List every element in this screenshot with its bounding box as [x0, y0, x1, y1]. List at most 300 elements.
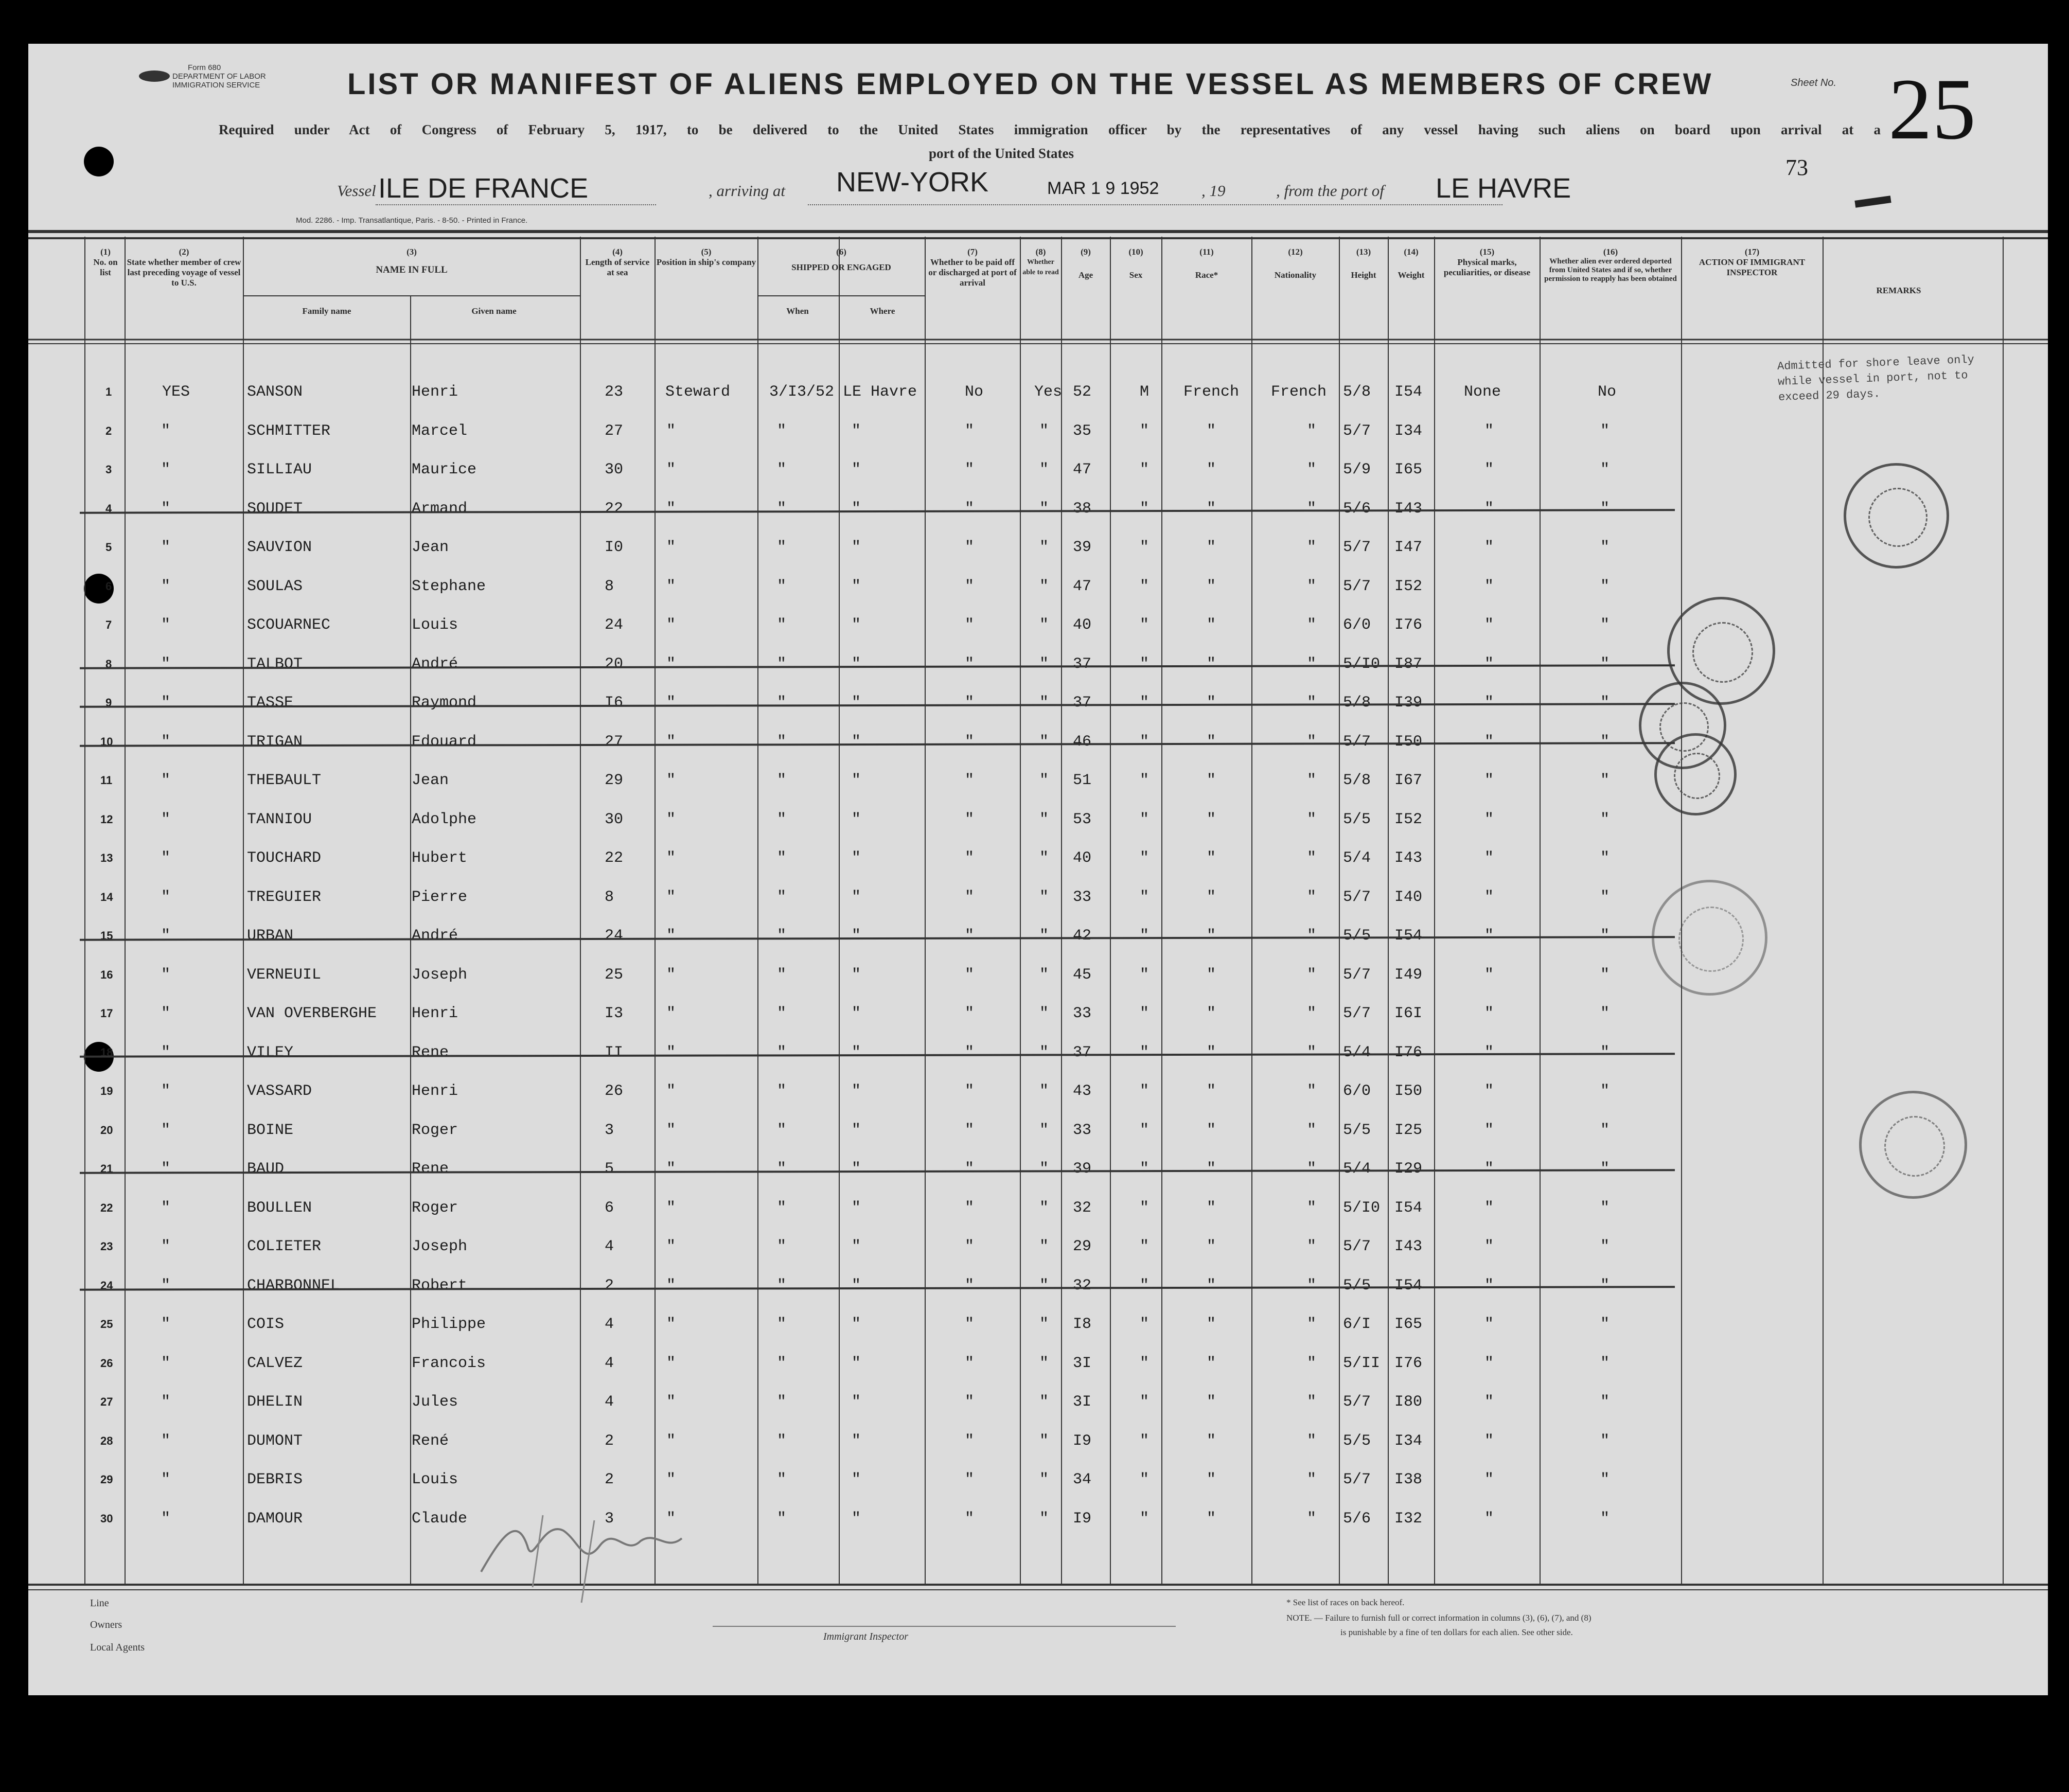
sex-cell: " [1140, 694, 1150, 712]
marks-cell: " [1484, 1432, 1494, 1450]
given-name-cell: André [412, 655, 458, 673]
footer-inspector-label: Immigrant Inspector [823, 1631, 908, 1642]
shipped-when-cell: 3/I3/52 [769, 383, 835, 401]
shipped-where-cell: " [852, 500, 861, 518]
marks-cell: " [1484, 1510, 1494, 1528]
race-cell: " [1207, 733, 1216, 751]
able-to-read-cell: " [1039, 1238, 1049, 1255]
shipped-when-cell: " [777, 1471, 787, 1488]
position-cell: " [666, 772, 676, 789]
service-cell: 30 [605, 810, 624, 828]
weight-cell: I43 [1394, 500, 1423, 518]
prev-voyage-cell: " [161, 694, 171, 712]
position-cell: " [666, 733, 676, 751]
position-cell: " [666, 966, 676, 984]
row-number: 5 [105, 541, 112, 554]
able-to-read-cell: " [1039, 1199, 1049, 1217]
from-port: LE HAVRE [1436, 173, 1571, 204]
paid-off-cell: " [965, 1199, 975, 1217]
family-name-cell: DAMOUR [247, 1510, 303, 1528]
sex-cell: " [1140, 888, 1150, 906]
row-number: 24 [100, 1279, 113, 1292]
age-cell: 3I [1073, 1393, 1092, 1411]
service-cell: 22 [605, 500, 624, 518]
height-cell: 5/7 [1343, 733, 1371, 751]
deported-cell: " [1600, 1471, 1610, 1488]
paid-off-cell: " [965, 1432, 975, 1450]
footer-line-label: Line [90, 1598, 109, 1609]
shipped-where-cell: " [852, 1432, 861, 1450]
race-cell: " [1207, 1276, 1216, 1294]
row-number: 11 [100, 774, 113, 787]
row-number: 29 [100, 1473, 113, 1486]
age-cell: 51 [1073, 772, 1092, 789]
nationality-cell: " [1307, 1238, 1317, 1255]
row-number: 9 [105, 696, 112, 709]
sex-cell: " [1140, 461, 1150, 478]
weight-cell: I29 [1394, 1160, 1423, 1178]
col-weight-header: (14) Weight [1398, 247, 1425, 280]
shipped-where-cell: " [852, 694, 861, 712]
nationality-cell: " [1307, 1393, 1317, 1411]
able-to-read-cell: " [1039, 1316, 1049, 1333]
position-cell: " [666, 1316, 676, 1333]
weight-cell: I80 [1394, 1393, 1423, 1411]
sex-cell: " [1140, 539, 1150, 556]
position-cell: " [666, 1510, 676, 1528]
row-number: 16 [100, 968, 113, 981]
height-cell: 5/7 [1343, 1393, 1371, 1411]
position-cell: " [666, 1276, 676, 1294]
age-cell: I9 [1073, 1510, 1092, 1528]
col-family-header: Family name [302, 306, 351, 316]
nationality-cell: " [1307, 1432, 1317, 1450]
sex-cell: " [1140, 1043, 1150, 1061]
given-name-cell: Rene [412, 1043, 449, 1061]
shipped-when-cell: " [777, 1393, 787, 1411]
shipped-where-cell: " [852, 927, 861, 945]
footer-note-2: is punishable by a fine of ten dollars for each alien. See other side. [1340, 1627, 1573, 1637]
race-cell: " [1207, 888, 1216, 906]
footer-agents-label: Local Agents [90, 1642, 145, 1653]
service-cell: 4 [605, 1238, 614, 1255]
able-to-read-cell: " [1039, 733, 1049, 751]
paid-off-cell: " [965, 733, 975, 751]
nationality-cell: " [1307, 539, 1317, 556]
race-cell: " [1207, 1354, 1216, 1372]
able-to-read-cell: " [1039, 1160, 1049, 1178]
paid-off-cell: " [965, 694, 975, 712]
row-number: 18 [100, 1045, 113, 1059]
service-cell: 20 [605, 655, 624, 673]
age-cell: I9 [1073, 1432, 1092, 1450]
shipped-when-cell: " [777, 422, 787, 440]
service-cell: 23 [605, 383, 624, 401]
weight-cell: I52 [1394, 577, 1423, 595]
height-cell: 6/0 [1343, 1083, 1371, 1100]
height-cell: 6/I [1343, 1316, 1371, 1333]
shipped-where-cell: " [852, 1471, 861, 1488]
race-cell: " [1207, 1005, 1216, 1022]
family-name-cell: CHARBONNEL [247, 1276, 340, 1294]
sheet-number: 25 [1888, 61, 1976, 157]
height-cell: 5/6 [1343, 500, 1371, 518]
paid-off-cell: " [965, 888, 975, 906]
paid-off-cell: " [965, 1393, 975, 1411]
prev-voyage-cell: " [161, 500, 171, 518]
weight-cell: I54 [1394, 383, 1423, 401]
able-to-read-cell: " [1039, 849, 1049, 867]
row-number: 27 [100, 1395, 113, 1408]
race-cell: " [1207, 966, 1216, 984]
manifest-sheet [28, 44, 2048, 1695]
position-cell: " [666, 655, 676, 673]
shipped-where-cell: " [852, 1005, 861, 1022]
sex-cell: " [1140, 1393, 1150, 1411]
position-cell: " [666, 1471, 676, 1488]
footer-owners-label: Owners [90, 1619, 122, 1630]
col-when-header: When [786, 306, 809, 316]
shipped-where-cell: " [852, 1160, 861, 1178]
weight-cell: I50 [1394, 733, 1423, 751]
shipped-where-cell: " [852, 1316, 861, 1333]
shipped-where-cell: " [852, 1393, 861, 1411]
sex-cell: " [1140, 500, 1150, 518]
race-cell: " [1207, 1121, 1216, 1139]
shipped-when-cell: " [777, 1199, 787, 1217]
sex-cell: " [1140, 810, 1150, 828]
height-cell: 5/7 [1343, 1005, 1371, 1022]
consulate-seal [1652, 880, 1767, 996]
nationality-cell: " [1307, 733, 1317, 751]
prev-voyage-cell: " [161, 422, 171, 440]
prev-voyage-cell: " [161, 1393, 171, 1411]
nationality-cell: " [1307, 1005, 1317, 1022]
footer-note: NOTE. — Failure to furnish full or correct information in columns (3), (6), (7), and (8) [1286, 1613, 1591, 1623]
col-name-header: (3) NAME IN FULL [376, 247, 448, 275]
col-prev-voyage-header: (2) State whether member of crew last preceding voyage of vessel to U.S. [127, 247, 241, 288]
deported-cell: " [1600, 1354, 1610, 1372]
arriving-label: , arriving at [709, 182, 785, 200]
age-cell: 29 [1073, 1238, 1092, 1255]
height-cell: 5/4 [1343, 1160, 1371, 1178]
col-height-header: (13) Height [1351, 247, 1376, 280]
weight-cell: I76 [1394, 1043, 1423, 1061]
nationality-cell: " [1307, 966, 1317, 984]
col-remarks-header: REMARKS [1876, 286, 1921, 295]
marks-cell: " [1484, 616, 1494, 634]
row-number: 10 [100, 735, 113, 748]
family-name-cell: TASSE [247, 694, 294, 712]
given-name-cell: André [412, 927, 458, 945]
prev-voyage-cell: " [161, 1354, 171, 1372]
row-number: 28 [100, 1434, 113, 1447]
shipped-when-cell: " [777, 500, 787, 518]
age-cell: 35 [1073, 422, 1092, 440]
marks-cell: " [1484, 539, 1494, 556]
able-to-read-cell: " [1039, 461, 1049, 478]
given-name-cell: Armand [412, 500, 468, 518]
weight-cell: I49 [1394, 966, 1423, 984]
prev-voyage-cell: " [161, 1510, 171, 1528]
paid-off-cell: " [965, 810, 975, 828]
service-cell: 2 [605, 1471, 614, 1488]
shipped-when-cell: " [777, 1160, 787, 1178]
marks-cell: " [1484, 772, 1494, 789]
table-grid [28, 44, 2048, 1695]
prev-voyage-cell: " [161, 1432, 171, 1450]
service-cell: 8 [605, 888, 614, 906]
given-name-cell: Hubert [412, 849, 468, 867]
given-name-cell: Jean [412, 772, 449, 789]
sex-cell: " [1140, 1005, 1150, 1022]
position-cell: " [666, 1043, 676, 1061]
row-number: 2 [105, 424, 112, 437]
consulate-seal [1859, 1091, 1967, 1199]
prev-voyage-cell: " [161, 1199, 171, 1217]
height-cell: 5/7 [1343, 539, 1371, 556]
weight-cell: I76 [1394, 616, 1423, 634]
able-to-read-cell: " [1039, 1432, 1049, 1450]
nationality-cell: " [1307, 616, 1317, 634]
age-cell: 47 [1073, 577, 1092, 595]
deported-cell: " [1600, 1510, 1610, 1528]
given-name-cell: René [412, 1432, 449, 1450]
paid-off-cell: " [965, 1316, 975, 1333]
nationality-cell: " [1307, 849, 1317, 867]
date-stamp: MAR 1 9 1952 [1047, 179, 1159, 198]
position-cell: " [666, 500, 676, 518]
weight-cell: I76 [1394, 1354, 1423, 1372]
prev-voyage-cell: " [161, 810, 171, 828]
nationality-cell: " [1307, 1316, 1317, 1333]
side-number: 73 [1785, 155, 1808, 180]
position-cell: " [666, 694, 676, 712]
weight-cell: I6I [1394, 1005, 1423, 1022]
row-number: 17 [100, 1007, 113, 1020]
marks-cell: " [1484, 500, 1494, 518]
given-name-cell: Henri [412, 383, 458, 401]
service-cell: I0 [605, 539, 624, 556]
paid-off-cell: " [965, 1471, 975, 1488]
race-cell: " [1207, 655, 1216, 673]
shipped-where-cell: " [852, 733, 861, 751]
given-name-cell: Jean [412, 539, 449, 556]
nationality-cell: " [1307, 422, 1317, 440]
able-to-read-cell: " [1039, 1005, 1049, 1022]
given-name-cell: Edouard [412, 733, 477, 751]
shipped-where-cell: " [852, 1276, 861, 1294]
race-cell: " [1207, 772, 1216, 789]
given-name-cell: Joseph [412, 966, 468, 984]
nationality-cell: " [1307, 461, 1317, 478]
deported-cell: " [1600, 461, 1610, 478]
weight-cell: I38 [1394, 1471, 1423, 1488]
paid-off-cell: " [965, 1160, 975, 1178]
sex-cell: " [1140, 849, 1150, 867]
family-name-cell: THEBAULT [247, 772, 322, 789]
deported-cell: " [1600, 1316, 1610, 1333]
year-label: , 19 [1201, 182, 1226, 200]
age-cell: 42 [1073, 927, 1092, 945]
sex-cell: " [1140, 1199, 1150, 1217]
shipped-where-cell: " [852, 616, 861, 634]
family-name-cell: SCOUARNEC [247, 616, 331, 634]
sex-cell: " [1140, 616, 1150, 634]
height-cell: 5/5 [1343, 1432, 1371, 1450]
paid-off-cell: " [965, 1005, 975, 1022]
deported-cell: " [1600, 1083, 1610, 1100]
position-cell: " [666, 849, 676, 867]
required-line-2: port of the United States [929, 146, 1074, 161]
prev-voyage-cell: " [161, 1316, 171, 1333]
nationality-cell: " [1307, 810, 1317, 828]
weight-cell: I40 [1394, 888, 1423, 906]
service-cell: 24 [605, 616, 624, 634]
position-cell: " [666, 1432, 676, 1450]
col-where-header: Where [870, 306, 895, 316]
col-race-header: (11) Race* [1195, 247, 1218, 280]
service-cell: 5 [605, 1160, 614, 1178]
race-cell: " [1207, 1043, 1216, 1061]
col-service-header: (4) Length of service at sea [585, 247, 650, 277]
family-name-cell: VILEY [247, 1043, 294, 1061]
footer-races-note: * See list of races on back hereof. [1286, 1598, 1405, 1607]
nationality-cell: " [1307, 1199, 1317, 1217]
service-cell: 24 [605, 927, 624, 945]
deported-cell: " [1600, 1393, 1610, 1411]
shipped-when-cell: " [777, 461, 787, 478]
race-cell: " [1207, 616, 1216, 634]
shipped-when-cell: " [777, 733, 787, 751]
family-name-cell: DUMONT [247, 1432, 303, 1450]
service-cell: 27 [605, 733, 624, 751]
shipped-where-cell: " [852, 422, 861, 440]
nationality-cell: " [1307, 577, 1317, 595]
col-paid-off-header: (7) Whether to be paid off or discharged at port of arrival [928, 247, 1017, 288]
given-name-cell: Claude [412, 1510, 468, 1528]
prev-voyage-cell: " [161, 1043, 171, 1061]
able-to-read-cell: " [1039, 500, 1049, 518]
shipped-where-cell: " [852, 1121, 861, 1139]
age-cell: 45 [1073, 966, 1092, 984]
family-name-cell: SAUVION [247, 539, 312, 556]
race-cell: " [1207, 539, 1216, 556]
deported-cell: " [1600, 616, 1610, 634]
deported-cell: " [1600, 810, 1610, 828]
prev-voyage-cell: " [161, 461, 171, 478]
weight-cell: I34 [1394, 422, 1423, 440]
paid-off-cell: " [965, 966, 975, 984]
marks-cell: " [1484, 927, 1494, 945]
height-cell: 5/7 [1343, 422, 1371, 440]
able-to-read-cell: " [1039, 810, 1049, 828]
able-to-read-cell: " [1039, 1393, 1049, 1411]
inspector-signature [471, 1484, 708, 1608]
family-name-cell: VASSARD [247, 1083, 312, 1100]
sex-cell: " [1140, 655, 1150, 673]
shipped-where-cell: " [852, 772, 861, 789]
row-number: 3 [105, 463, 112, 476]
nationality-cell: " [1307, 1276, 1317, 1294]
shipped-where-cell: " [852, 577, 861, 595]
family-name-cell: CALVEZ [247, 1354, 303, 1372]
sex-cell: " [1140, 927, 1150, 945]
paid-off-cell: " [965, 1238, 975, 1255]
age-cell: 33 [1073, 888, 1092, 906]
height-cell: 5/4 [1343, 1043, 1371, 1061]
marks-cell: " [1484, 694, 1494, 712]
position-cell: " [666, 422, 676, 440]
shipped-when-cell: " [777, 849, 787, 867]
deported-cell: " [1600, 1276, 1610, 1294]
nationality-cell: " [1307, 1083, 1317, 1100]
age-cell: 32 [1073, 1199, 1092, 1217]
height-cell: 5/8 [1343, 694, 1371, 712]
paid-off-cell: " [965, 500, 975, 518]
height-cell: 5/I0 [1343, 655, 1381, 673]
marks-cell: " [1484, 1471, 1494, 1488]
sheet-label: Sheet No. [1791, 77, 1836, 88]
shipped-when-cell: " [777, 966, 787, 984]
position-cell: " [666, 1005, 676, 1022]
family-name-cell: TANNIOU [247, 810, 312, 828]
row-number: 26 [100, 1356, 113, 1370]
paid-off-cell: No [965, 383, 984, 401]
height-cell: 5/6 [1343, 1510, 1371, 1528]
nationality-cell: " [1307, 1510, 1317, 1528]
race-cell: " [1207, 1471, 1216, 1488]
height-cell: 5/7 [1343, 888, 1371, 906]
family-name-cell: SCHMITTER [247, 422, 331, 440]
service-cell: I6 [605, 694, 624, 712]
shipped-when-cell: " [777, 1238, 787, 1255]
nationality-cell: " [1307, 694, 1317, 712]
nationality-cell: French [1271, 383, 1327, 401]
paid-off-cell: " [965, 1121, 975, 1139]
given-name-cell: Adolphe [412, 810, 477, 828]
shipped-when-cell: " [777, 694, 787, 712]
deported-cell: " [1600, 1160, 1610, 1178]
family-name-cell: COIS [247, 1316, 285, 1333]
nationality-cell: " [1307, 1354, 1317, 1372]
age-cell: 38 [1073, 500, 1092, 518]
race-cell: " [1207, 810, 1216, 828]
shipped-when-cell: " [777, 1354, 787, 1372]
sex-cell: " [1140, 733, 1150, 751]
sex-cell: " [1140, 1276, 1150, 1294]
prev-voyage-cell: " [161, 1238, 171, 1255]
race-cell: " [1207, 1083, 1216, 1100]
paid-off-cell: " [965, 1510, 975, 1528]
family-name-cell: URBAN [247, 927, 294, 945]
marks-cell: " [1484, 888, 1494, 906]
weight-cell: I54 [1394, 927, 1423, 945]
position-cell: " [666, 577, 676, 595]
age-cell: 46 [1073, 733, 1092, 751]
shipped-where-cell: LE Havre [843, 383, 917, 401]
family-name-cell: DEBRIS [247, 1471, 303, 1488]
col-deported-header: (16) Whether alien ever ordered deported from United States and if so, whether permission to reapply has been obtained [1544, 247, 1677, 283]
age-cell: 37 [1073, 655, 1092, 673]
position-cell: " [666, 1393, 676, 1411]
shipped-when-cell: " [777, 655, 787, 673]
deported-cell: " [1600, 1121, 1610, 1139]
position-cell: " [666, 539, 676, 556]
race-cell: " [1207, 500, 1216, 518]
deported-cell: " [1600, 772, 1610, 789]
able-to-read-cell: Yes [1034, 383, 1063, 401]
